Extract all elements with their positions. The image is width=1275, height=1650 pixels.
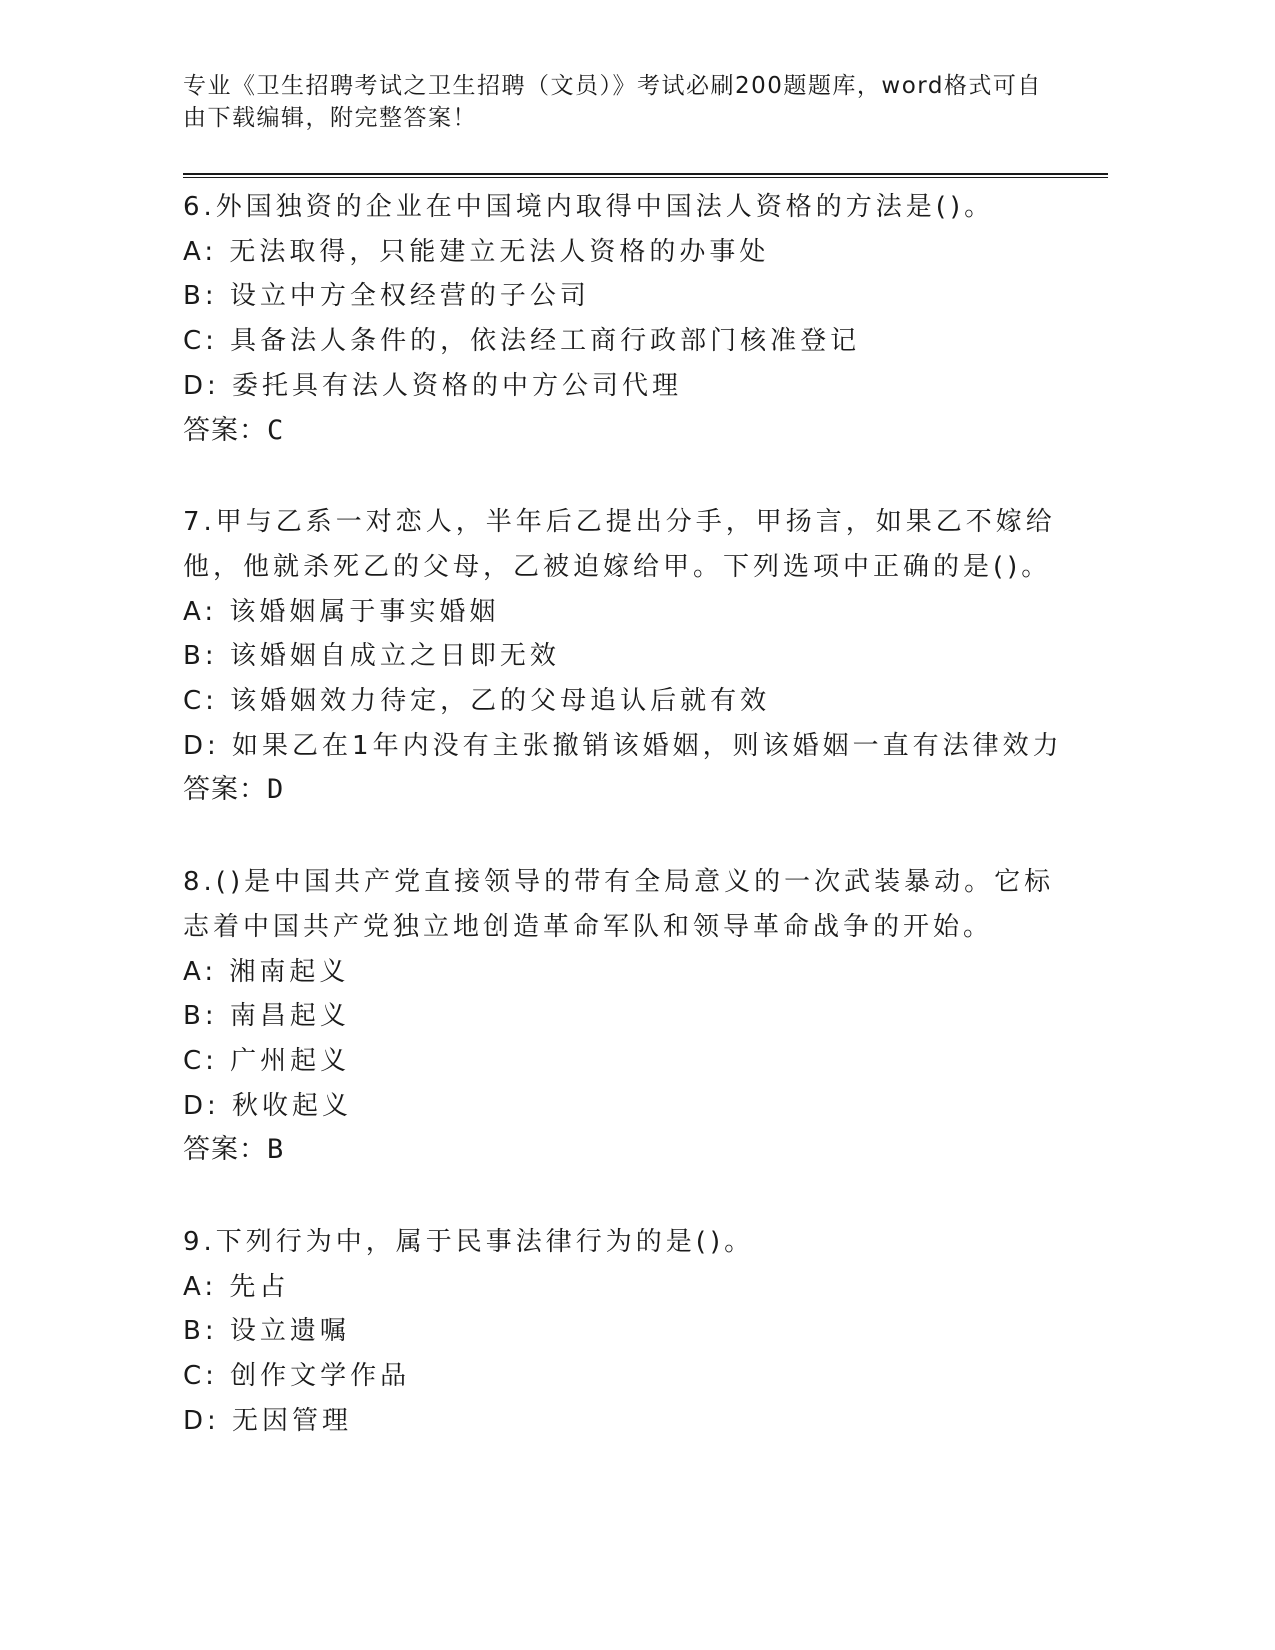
option-a: A: 湘南起义	[183, 956, 350, 987]
document-header: 专业《卫生招聘考试之卫生招聘（文员）》考试必刷200题题库，word格式可自由下载编辑，附完整答案！	[183, 73, 1042, 131]
option-d: D: 无因管理	[183, 1405, 353, 1436]
option-b: B: 南昌起义	[183, 1001, 350, 1032]
answer-line	[183, 1128, 1063, 1173]
option-d: D: 如果乙在1年内没有主张撤销该婚姻，则该婚姻一直有法律效力	[183, 730, 1063, 761]
option-b: B: 设立中方全权经营的子公司	[183, 281, 590, 312]
option-c: C: 具备法人条件的，依法经工商行政部门核准登记	[183, 326, 861, 357]
question-list	[183, 185, 1063, 1491]
answer-line	[183, 409, 1063, 454]
question-stem: 6.外国独资的企业在中国境内取得中国法人资格的方法是()。	[183, 192, 995, 222]
option-d: D: 秋收起义	[183, 1090, 353, 1121]
question-7	[183, 500, 1063, 813]
option-a: A: 先占	[183, 1271, 290, 1302]
question-stem: 7.甲与乙系一对恋人，半年后乙提出分手，甲扬言，如果乙不嫁给他，他就杀死乙的父母，乙被迫嫁给甲。下列选项中正确的是()。	[183, 507, 1056, 582]
question-9	[183, 1220, 1063, 1444]
answer-label: 答案：	[183, 414, 267, 446]
answer-value: C	[267, 414, 285, 446]
question-stem: 9.下列行为中，属于民事法律行为的是()。	[183, 1227, 755, 1258]
answer-label: 答案：	[183, 774, 267, 806]
option-b: B: 该婚姻自成立之日即无效	[183, 641, 560, 672]
option-a: A: 无法取得，只能建立无法人资格的办事处	[183, 236, 770, 267]
answer-value: D	[267, 774, 285, 806]
option-c: C: 广州起义	[183, 1045, 351, 1076]
question-6	[183, 185, 1063, 453]
question-8	[183, 860, 1063, 1173]
header-divider	[183, 173, 1108, 178]
option-b: B: 设立遗嘱	[183, 1316, 350, 1347]
option-d: D: 委托具有法人资格的中方公司代理	[183, 370, 683, 401]
option-a: A: 该婚姻属于事实婚姻	[183, 596, 500, 627]
answer-label: 答案：	[183, 1134, 267, 1166]
answer-value: B	[267, 1134, 285, 1166]
option-c: C: 该婚姻效力待定，乙的父母追认后就有效	[183, 686, 771, 717]
option-c: C: 创作文学作品	[183, 1361, 411, 1392]
question-stem: 8.()是中国共产党直接领导的带有全局意义的一次武装暴动。它标志着中国共产党独立地创造革命军队和领导革命战争的开始。	[183, 867, 1055, 942]
answer-line	[183, 768, 1063, 813]
